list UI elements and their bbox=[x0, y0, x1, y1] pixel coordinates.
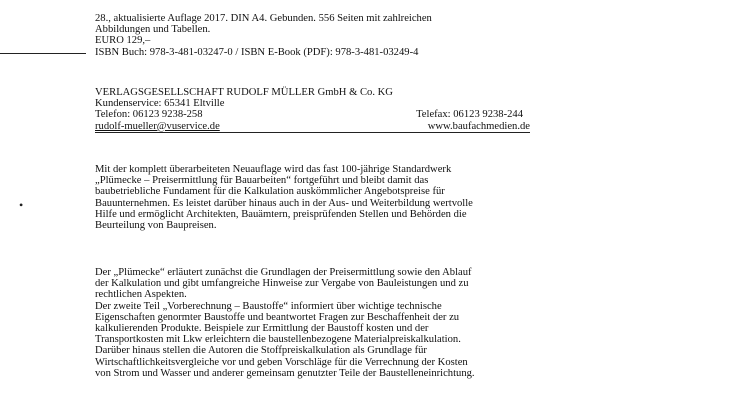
text-line: kalkulierenden Produkte. Beispiele zur Ermittlung der Baustoff kosten und der bbox=[95, 323, 429, 335]
text-line: „Plümecke – Preisermittlung für Bauarbeiten“ fortgeführt und bleibt damit das bbox=[95, 175, 429, 187]
publisher-name: VERLAGSGESELLSCHAFT RUDOLF MÜLLER GmbH & Co. KG bbox=[95, 87, 393, 98]
description-paragraph-2 bbox=[95, 267, 555, 379]
publisher-info bbox=[95, 87, 555, 133]
text-line: Hilfe und ermöglicht Architekten, Bauämtern, preisprüfenden Stellen und Behörden die bbox=[95, 208, 467, 220]
fax: Telefax: 06123 9238-244 bbox=[416, 109, 523, 121]
contact-row-phone bbox=[95, 109, 530, 120]
isbn: ISBN Buch: 978-3-481-03247-0 / ISBN E-Book (PDF): 978-3-481-03249-4 bbox=[95, 46, 419, 58]
text-line: Der „Plümecke“ erläutert zunächst die Grundlagen der Preisermittlung sowie den Ablauf bbox=[95, 267, 472, 278]
email-link[interactable]: rudolf-mueller@vuservice.de bbox=[95, 120, 220, 132]
text-line: Eigenschaften genormter Baustoffe und beantwortet Fragen zur Beschaffenheit der zu bbox=[95, 311, 460, 323]
book-info bbox=[95, 13, 555, 58]
text-line: Mit der komplett überarbeiteten Neuauflage wird das fast 100-jährige Standardwerk bbox=[95, 164, 452, 175]
text-line: Wirtschaftlichkeitsvergleiche vor und geben Vorschläge für die Verrechnung der Kosten bbox=[95, 356, 468, 368]
text-line: Beurteilung von Baupreisen. bbox=[95, 220, 217, 232]
text-line: Darüber hinaus stellen die Autoren die Stoffpreiskalkulation als Grundlage für bbox=[95, 345, 427, 357]
contact-row-web bbox=[95, 121, 530, 133]
edition-line: Abbildungen und Tabellen. bbox=[95, 24, 211, 36]
website-link[interactable]: www.baufachmedien.de bbox=[427, 120, 530, 132]
margin-bullet: • bbox=[19, 198, 24, 212]
text-line: von Strom und Wasser und anderer gemeinsam genutzter Teile der Baustelleneinrichtung. bbox=[95, 367, 475, 379]
text-line: Bauunternehmen. Es leistet darüber hinaus auch in der Aus- und Weiterbildung wertvolle bbox=[95, 197, 473, 209]
text-line: Transportkosten mit Lkw erleichtern die baustellenbezogene Materialpreiskalkulation. bbox=[95, 334, 461, 346]
customer-service: Kundenservice: 65341 Eltville bbox=[95, 98, 225, 110]
text-line: der Kalkulation und gibt umfangreiche Hinweise zur Vergabe von Bauleistungen und zu bbox=[95, 278, 469, 290]
text-line: Der zweite Teil „Vorberechnung – Baustoffe“ informiert über wichtige technische bbox=[95, 300, 442, 312]
description-paragraph-1 bbox=[95, 164, 555, 231]
price: EURO 129,– bbox=[95, 35, 151, 47]
text-line: baubetriebliche Fundament für die Kalkulation auskömmlicher Angebotspreise für bbox=[95, 186, 445, 198]
phone: Telefon: 06123 9238-258 bbox=[95, 109, 203, 121]
edition-line: 28., aktualisierte Auflage 2017. DIN A4. Gebunden. 556 Seiten mit zahlreichen bbox=[95, 13, 432, 24]
margin-rule bbox=[0, 53, 86, 54]
text-line: rechtlichen Aspekten. bbox=[95, 289, 187, 301]
